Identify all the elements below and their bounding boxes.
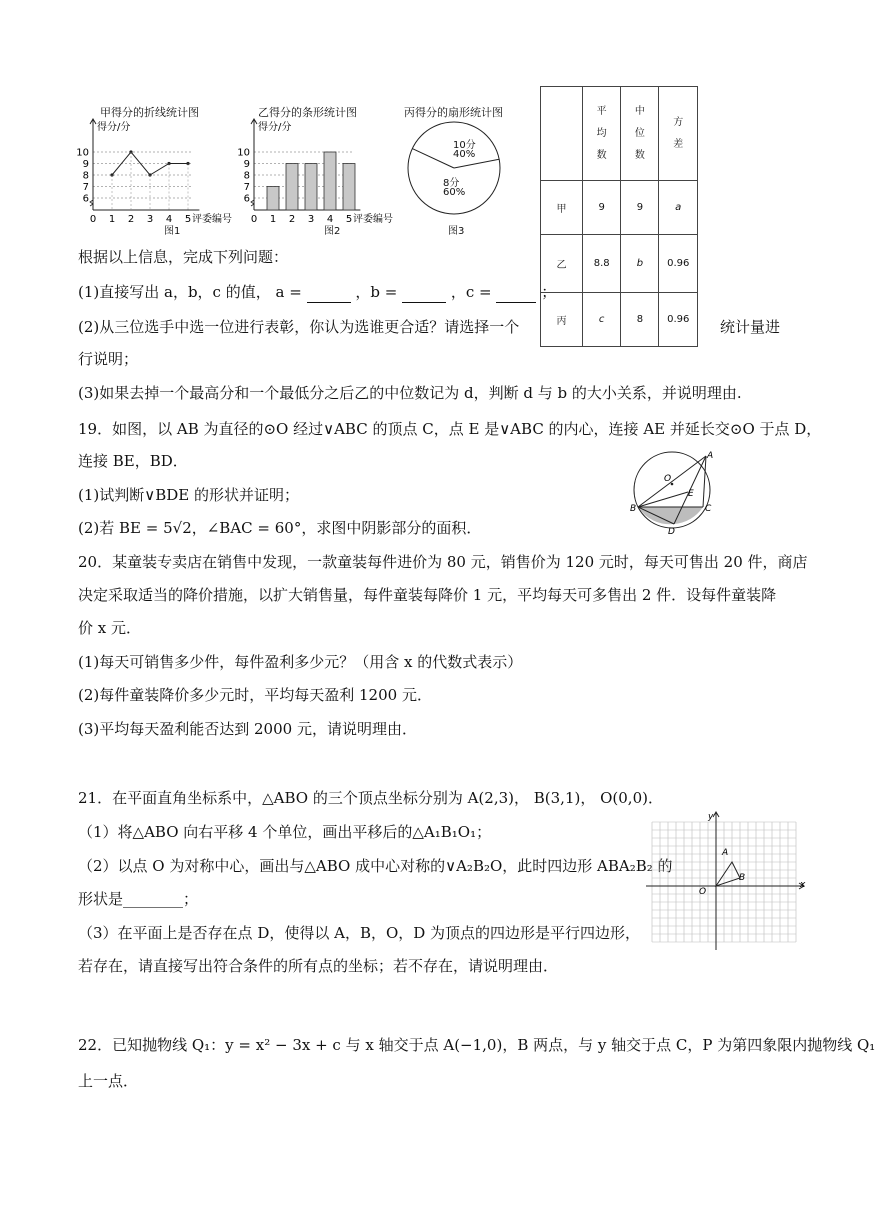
label-B: B (630, 504, 637, 514)
row-bing-mean: c (583, 293, 621, 347)
q18-part1-end: ； (541, 283, 557, 301)
y-tick-label: 6 (243, 193, 250, 205)
q22-line2: 上一点． (78, 1072, 139, 1090)
row-jia-variance: a (659, 181, 698, 235)
y-axis-label: 得分/分 (97, 122, 131, 133)
q21-grid-svg (646, 810, 810, 950)
stats-table (540, 86, 698, 347)
label-C: C (705, 504, 712, 514)
y-tick-label: 10 (237, 147, 250, 159)
x-tick-label: 1 (269, 214, 277, 225)
figure-1-line-chart (76, 100, 238, 237)
figure-1-svg (78, 100, 238, 230)
y-tick-label: 8 (243, 170, 250, 182)
y-tick-label: 9 (82, 159, 89, 170)
y-tick-label: 7 (82, 182, 89, 193)
table-corner (541, 87, 583, 181)
row-bing-name: 丙 (541, 293, 583, 347)
q20-part1: (1)每天可销售多少件，每件盈利多少元？（用含 x 的代数式表示） (78, 653, 523, 671)
label-E: E (688, 489, 694, 499)
q21-grid-figure (646, 810, 810, 950)
y-tick-label: 8 (82, 170, 89, 182)
q18-intro: 根据以上信息，完成下列问题： (78, 248, 289, 266)
row-jia-mean: 9 (583, 181, 621, 235)
q21-part2b: 形状是________； (78, 890, 199, 908)
bar (267, 187, 279, 211)
header-variance: 方 差 (659, 87, 698, 181)
q20-line1: 20．某童装专卖店在销售中发现，一款童装每件进价为 80 元，销售价为 120 元时，每天可售出 20 件，商店 (78, 553, 808, 571)
x-tick-label: 3 (146, 214, 154, 225)
x-axis-label: 评委编号 (353, 214, 393, 225)
row-bing-median: 8 (621, 293, 659, 347)
axis-x-label: x (800, 880, 806, 890)
row-jia-median: 9 (621, 181, 659, 235)
q18-part1-prefix: (1)直接写出 a，b，c 的值， (78, 283, 271, 301)
header-mean: 平 均 数 (583, 87, 621, 181)
figure-2-caption: 图2 (324, 226, 341, 237)
x-tick-label: 3 (307, 214, 315, 225)
answer-blank-c[interactable] (496, 287, 536, 303)
pie-label-8: 8分 (443, 178, 460, 189)
figure-2-title: 乙得分的条形统计图 (258, 106, 357, 119)
label-D: D (668, 527, 675, 537)
y-tick-label: 10 (76, 147, 89, 159)
x-tick-label: 1 (108, 214, 116, 225)
x-tick-label: 2 (288, 214, 296, 225)
q22-line1: 22．已知抛物线 Q₁：y = x² − 3x + c 与 x 轴交于点 A(−1,0)，B 两点，与 y 轴交于点 C，P 为第四象限内抛物线 Q₁ (78, 1036, 875, 1054)
label-A: A (707, 451, 714, 461)
answer-blank-a[interactable] (307, 287, 351, 303)
row-yi-median: b (621, 235, 659, 293)
figure-3-title: 丙得分的扇形统计图 (404, 106, 503, 119)
triangle-ABO (716, 862, 740, 886)
q18-part1 (78, 281, 556, 303)
figure-2-bar-chart (237, 100, 402, 237)
pie-label-10: 10分 (453, 140, 476, 151)
y-tick-label: 6 (82, 193, 89, 205)
bar (286, 164, 298, 211)
q21-part3b: 若存在，请直接写出符合条件的所有点的坐标；若不存在，请说明理由． (78, 957, 559, 975)
q18-b-label: ，b = (355, 283, 398, 301)
y-tick-label: 7 (243, 182, 250, 193)
figure-3-caption: 图3 (448, 226, 465, 237)
q19-circle-svg (628, 444, 720, 536)
q19-line1: 19．如图，以 AB 为直径的⊙O 经过∨ABC 的顶点 C，点 E 是∨ABC 的内心，连接 AE 并延长交⊙O 于点 D， (78, 420, 822, 438)
x-axis-label: 评委编号 (192, 214, 232, 225)
figure-1-caption: 图1 (164, 226, 181, 237)
q21-part2a: （2）以点 O 为对称中心，画出与△ABO 成中心对称的∨A₂B₂O，此时四边形 ABA₂B₂ 的 (78, 857, 673, 875)
point-O-label: O (699, 887, 707, 897)
x-tick-label: 4 (326, 214, 334, 225)
row-bing-variance: 0.96 (659, 293, 698, 347)
x-tick-label: 2 (127, 214, 135, 225)
q21-line1: 21．在平面直角坐标系中，△ABO 的三个顶点坐标分别为 A(2,3)， B(3,1)， O(0,0)． (78, 789, 663, 807)
answer-blank-b[interactable] (402, 287, 446, 303)
q20-line2: 决定采取适当的降价措施，以扩大销售量，每件童装每降价 1 元，平均每天可多售出 2 件．设每件童装降 (78, 586, 777, 604)
row-yi-mean: 8.8 (583, 235, 621, 293)
q20-part2: (2)每件童装降价多少元时，平均每天盈利 1200 元． (78, 686, 432, 704)
q18-part2-a: (2)从三位选手中选一位进行表彰，你认为选谁更合适？请选择一个 (78, 318, 520, 336)
point-A-label: A (722, 848, 729, 858)
q18-part3: (3)如果去掉一个最高分和一个最低分之后乙的中位数记为 d，判断 d 与 b 的大小关系，并说明理由. (78, 384, 742, 402)
figure-2-svg (237, 100, 402, 230)
q21-part3a: （3）在平面上是否存在点 D，使得以 A，B，O，D 为顶点的四边形是平行四边形， (78, 924, 641, 942)
label-O: O (664, 474, 672, 484)
row-yi-name: 乙 (541, 235, 583, 293)
axis-y-label: y (708, 812, 714, 822)
x-tick-label: 4 (165, 214, 173, 225)
point-B-label: B (739, 873, 746, 883)
row-yi-variance: 0.96 (659, 235, 698, 293)
figure-3-svg (402, 100, 512, 230)
q20-line3: 价 x 元． (78, 619, 141, 637)
figure-1-title: 甲得分的折线统计图 (100, 106, 199, 119)
x-tick-label: 0 (89, 214, 97, 225)
q19-part1: (1)试判断∨BDE 的形状并证明； (78, 486, 299, 504)
x-tick-label: 5 (184, 214, 192, 225)
q19-part2: (2)若 BE = 5√2，∠BAC = 60°，求图中阴影部分的面积． (78, 519, 482, 537)
y-tick-label: 9 (243, 159, 250, 170)
q18-part2-b: 统计量进 (720, 318, 781, 336)
x-tick-label: 5 (345, 214, 353, 225)
q21-part1: （1）将△ABO 向右平移 4 个单位，画出平移后的△A₁B₁O₁； (78, 823, 492, 841)
pie-label-10-pct: 40% (453, 149, 476, 160)
q19-circle-figure (628, 444, 720, 536)
q18-a-label: a = (275, 283, 302, 301)
y-axis-label: 得分/分 (258, 122, 292, 133)
q19-line2: 连接 BE，BD． (78, 452, 188, 470)
header-median: 中 位 数 (621, 87, 659, 181)
pie-label-8-pct: 60% (443, 187, 466, 198)
q18-c-label: ，c = (450, 283, 492, 301)
figure-3-pie-chart (402, 100, 512, 237)
bar (305, 164, 317, 211)
bar (324, 152, 336, 210)
row-jia-name: 甲 (541, 181, 583, 235)
x-tick-label: 0 (250, 214, 258, 225)
q20-part3: (3)平均每天盈利能否达到 2000 元，请说明理由． (78, 720, 417, 738)
bar (343, 164, 355, 211)
q18-part2-c: 行说明； (78, 350, 139, 368)
